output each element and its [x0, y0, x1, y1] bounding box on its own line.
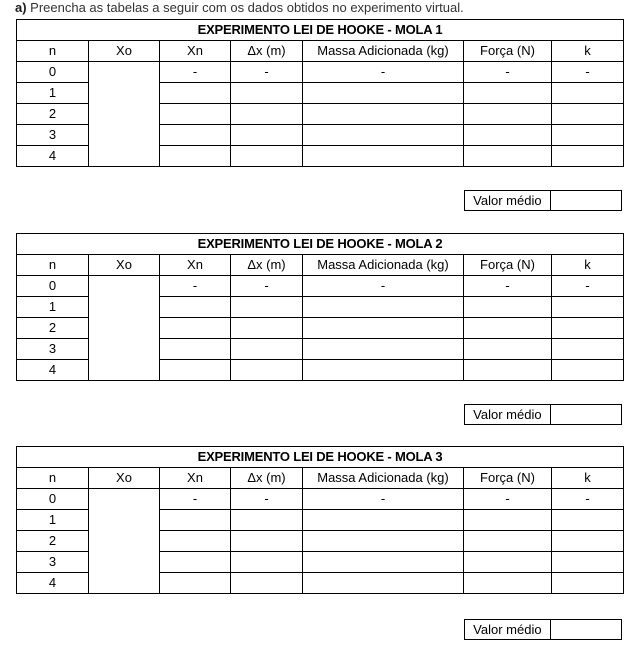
massa-input-cell[interactable] [303, 104, 464, 125]
col-header-k: k [552, 468, 624, 489]
xn-input-cell[interactable] [160, 339, 231, 360]
massa-input-cell[interactable] [303, 360, 464, 381]
xo-input-cell[interactable] [89, 62, 160, 167]
dx-input-cell[interactable] [231, 104, 303, 125]
xn-cell: - [160, 489, 231, 510]
col-header-xo: Xo [89, 41, 160, 62]
k-input-cell[interactable] [552, 318, 624, 339]
table-row [17, 62, 624, 83]
forca-cell: - [464, 62, 552, 83]
xn-cell: - [160, 276, 231, 297]
row-n: 2 [17, 531, 89, 552]
xn-input-cell[interactable] [160, 83, 231, 104]
col-header-k: k [552, 255, 624, 276]
dx-input-cell[interactable] [231, 83, 303, 104]
row-n: 0 [17, 62, 89, 83]
xn-input-cell[interactable] [160, 510, 231, 531]
xn-input-cell[interactable] [160, 573, 231, 594]
massa-cell: - [303, 62, 464, 83]
xn-input-cell[interactable] [160, 531, 231, 552]
dx-cell: - [231, 489, 303, 510]
header-row [17, 255, 624, 276]
forca-input-cell[interactable] [464, 125, 552, 146]
forca-input-cell[interactable] [464, 297, 552, 318]
row-n: 4 [17, 146, 89, 167]
dx-input-cell[interactable] [231, 552, 303, 573]
col-header-dx: Δx (m) [231, 468, 303, 489]
table-row [17, 276, 624, 297]
massa-input-cell[interactable] [303, 146, 464, 167]
k-cell: - [552, 62, 624, 83]
forca-input-cell[interactable] [464, 104, 552, 125]
col-header-massa: Massa Adicionada (kg) [303, 468, 464, 489]
forca-input-cell[interactable] [464, 552, 552, 573]
massa-cell: - [303, 489, 464, 510]
valor-medio-label: Valor médio [465, 620, 551, 640]
col-header-xo: Xo [89, 468, 160, 489]
valor-medio-2 [464, 404, 622, 425]
dx-input-cell[interactable] [231, 146, 303, 167]
table-title: EXPERIMENTO LEI DE HOOKE - MOLA 1 [17, 20, 624, 41]
massa-input-cell[interactable] [303, 318, 464, 339]
forca-input-cell[interactable] [464, 531, 552, 552]
massa-input-cell[interactable] [303, 573, 464, 594]
dx-input-cell[interactable] [231, 318, 303, 339]
dx-cell: - [231, 276, 303, 297]
dx-input-cell[interactable] [231, 297, 303, 318]
xn-cell: - [160, 62, 231, 83]
k-input-cell[interactable] [552, 83, 624, 104]
xn-input-cell[interactable] [160, 552, 231, 573]
instruction-body: Preencha as tabelas a seguir com os dados obtidos no experimento virtual. [26, 0, 464, 15]
valor-medio-1 [464, 190, 622, 211]
row-n: 0 [17, 489, 89, 510]
k-input-cell[interactable] [552, 104, 624, 125]
valor-medio-input[interactable] [550, 620, 621, 640]
k-cell: - [552, 276, 624, 297]
k-input-cell[interactable] [552, 360, 624, 381]
forca-input-cell[interactable] [464, 339, 552, 360]
xn-input-cell[interactable] [160, 146, 231, 167]
col-header-massa: Massa Adicionada (kg) [303, 41, 464, 62]
k-input-cell[interactable] [552, 125, 624, 146]
table-mola-3 [16, 446, 624, 594]
k-input-cell[interactable] [552, 531, 624, 552]
valor-medio-3 [464, 619, 622, 640]
col-header-k: k [552, 41, 624, 62]
massa-input-cell[interactable] [303, 297, 464, 318]
k-input-cell[interactable] [552, 573, 624, 594]
col-header-n: n [17, 468, 89, 489]
col-header-xn: Xn [160, 255, 231, 276]
valor-medio-input[interactable] [550, 191, 621, 211]
row-n: 1 [17, 297, 89, 318]
k-input-cell[interactable] [552, 146, 624, 167]
xo-input-cell[interactable] [89, 276, 160, 381]
table-row [17, 489, 624, 510]
forca-input-cell[interactable] [464, 510, 552, 531]
dx-input-cell[interactable] [231, 510, 303, 531]
col-header-n: n [17, 41, 89, 62]
xn-input-cell[interactable] [160, 104, 231, 125]
row-n: 4 [17, 360, 89, 381]
col-header-forca: Força (N) [464, 468, 552, 489]
dx-input-cell[interactable] [231, 339, 303, 360]
row-n: 1 [17, 83, 89, 104]
valor-medio-label: Valor médio [465, 405, 551, 425]
instruction-prefix: a) [15, 0, 27, 15]
table-mola-2 [16, 233, 624, 381]
forca-cell: - [464, 276, 552, 297]
massa-input-cell[interactable] [303, 339, 464, 360]
col-header-n: n [17, 255, 89, 276]
dx-input-cell[interactable] [231, 360, 303, 381]
k-input-cell[interactable] [552, 552, 624, 573]
instruction-text [15, 0, 464, 15]
k-input-cell[interactable] [552, 339, 624, 360]
row-n: 0 [17, 276, 89, 297]
forca-input-cell[interactable] [464, 360, 552, 381]
header-row [17, 41, 624, 62]
xn-input-cell[interactable] [160, 318, 231, 339]
row-n: 3 [17, 339, 89, 360]
col-header-forca: Força (N) [464, 255, 552, 276]
dx-input-cell[interactable] [231, 531, 303, 552]
k-cell: - [552, 489, 624, 510]
xn-input-cell[interactable] [160, 297, 231, 318]
forca-cell: - [464, 489, 552, 510]
row-n: 2 [17, 318, 89, 339]
massa-cell: - [303, 276, 464, 297]
xo-input-cell[interactable] [89, 489, 160, 594]
row-n: 4 [17, 573, 89, 594]
valor-medio-input[interactable] [550, 405, 621, 425]
col-header-forca: Força (N) [464, 41, 552, 62]
xn-input-cell[interactable] [160, 125, 231, 146]
valor-medio-label: Valor médio [465, 191, 551, 211]
k-input-cell[interactable] [552, 510, 624, 531]
table-mola-1 [16, 19, 624, 167]
forca-input-cell[interactable] [464, 83, 552, 104]
massa-input-cell[interactable] [303, 125, 464, 146]
col-header-dx: Δx (m) [231, 255, 303, 276]
col-header-xo: Xo [89, 255, 160, 276]
col-header-xn: Xn [160, 41, 231, 62]
table-title: EXPERIMENTO LEI DE HOOKE - MOLA 3 [17, 447, 624, 468]
forca-input-cell[interactable] [464, 573, 552, 594]
table-title: EXPERIMENTO LEI DE HOOKE - MOLA 2 [17, 234, 624, 255]
row-n: 2 [17, 104, 89, 125]
forca-input-cell[interactable] [464, 146, 552, 167]
massa-input-cell[interactable] [303, 510, 464, 531]
massa-input-cell[interactable] [303, 531, 464, 552]
xn-input-cell[interactable] [160, 360, 231, 381]
row-n: 3 [17, 125, 89, 146]
dx-input-cell[interactable] [231, 573, 303, 594]
dx-cell: - [231, 62, 303, 83]
massa-input-cell[interactable] [303, 552, 464, 573]
massa-input-cell[interactable] [303, 83, 464, 104]
col-header-massa: Massa Adicionada (kg) [303, 255, 464, 276]
col-header-xn: Xn [160, 468, 231, 489]
col-header-dx: Δx (m) [231, 41, 303, 62]
dx-input-cell[interactable] [231, 125, 303, 146]
k-input-cell[interactable] [552, 297, 624, 318]
row-n: 1 [17, 510, 89, 531]
forca-input-cell[interactable] [464, 318, 552, 339]
row-n: 3 [17, 552, 89, 573]
header-row [17, 468, 624, 489]
